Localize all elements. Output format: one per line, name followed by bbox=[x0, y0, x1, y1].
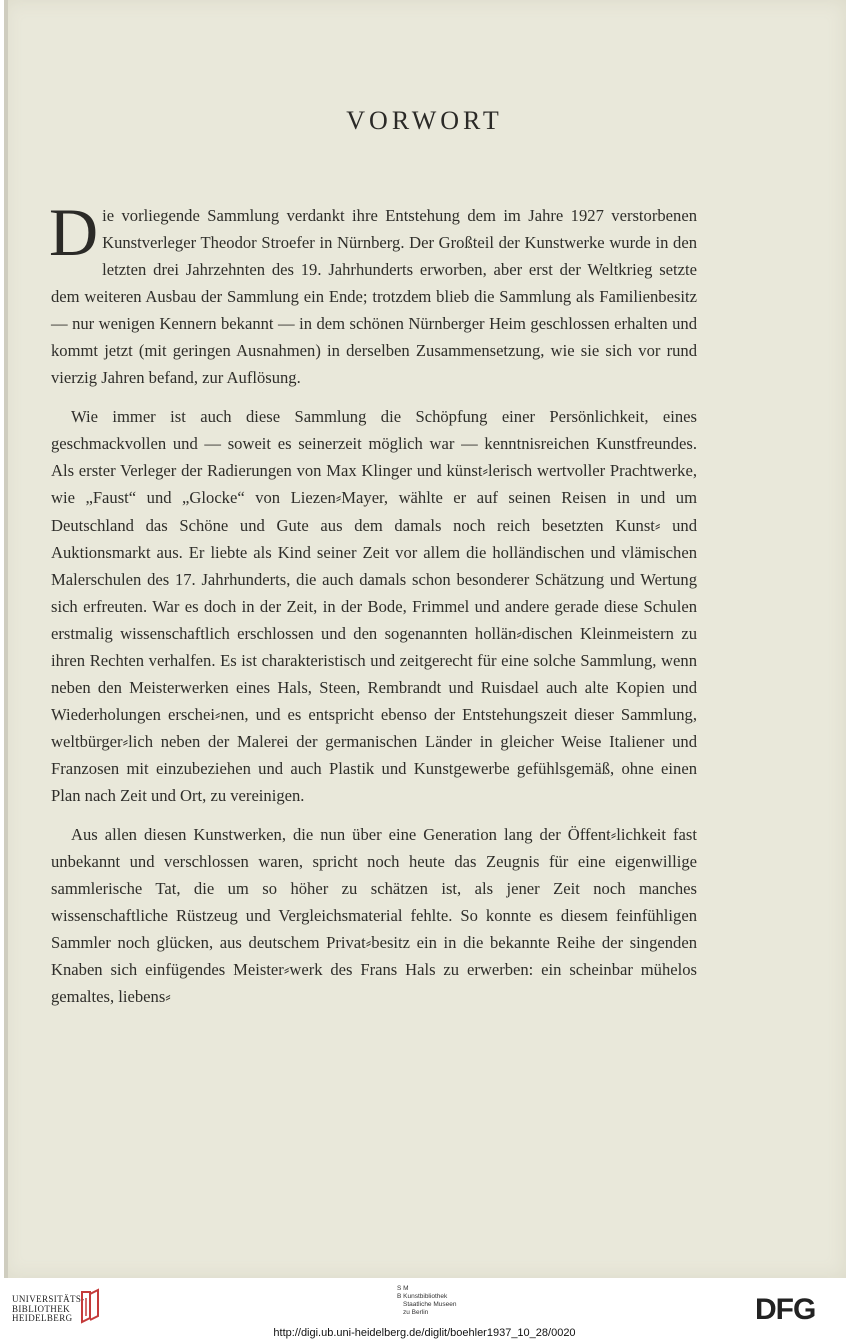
sm-line-4: zu Berlin bbox=[403, 1309, 429, 1316]
paragraph-1 bbox=[49, 194, 697, 391]
body-text bbox=[49, 194, 697, 1022]
page-edge bbox=[4, 0, 8, 1278]
dfg-logo[interactable]: DFG bbox=[755, 1293, 816, 1326]
drop-cap: D bbox=[49, 194, 99, 270]
viewer-footer bbox=[0, 1278, 849, 1341]
source-url[interactable]: http://digi.ub.uni-heidelberg.de/diglit/boehler1937_10_28/0020 bbox=[273, 1327, 576, 1339]
smb-kunstbibliothek-logo[interactable] bbox=[397, 1285, 456, 1317]
sm-line-2: B Kunstbibliothek bbox=[397, 1293, 448, 1300]
paragraph-1-text: ie vorliegende Sammlung verdankt ihre Entstehung dem im Jahre 1927 verstorbenen Kunstverleger Theodor Stroefer in Nürnberg. Der Großteil der Kunstwerke wurde in den letzten drei Jahrzehnten des 19. Jahrhunderts erworben, aber erst der Weltkrieg setzte dem weiteren Ausbau der Sammlung ein Ende; trotzdem blieb die Sammlung als Familienbesitz — nur wenigen Kennern bekannt — in dem schönen Nürnberger Heim geschlossen erhalten und kommt jetzt (mit geringen Ausnahmen) in derselben Zusammensetzung, wie sie sich vor rund vierzig Jahren befand, zur Auflösung. bbox=[51, 206, 697, 388]
paragraph-3: Aus allen diesen Kunstwerken, die nun über eine Generation lang der Öffent⸗lichkeit fast unbekannt und verschlossen waren, spricht noch heute das Zeugnis für eine eigenwillige sammlerische Tat, die um so höher zu schätzen ist, als jener Zeit noch manches wissenschaftliche Rüstzeug und Vergleichsmaterial fehlte. So konnte es diesem feinfühligen Sammler noch glücken, aus deutschem Privat⸗besitz ein in die bekannte Reihe der singenden Knaben sich einfügendes Meister⸗werk des Frans Hals zu erwerben: ein scheinbar mühelos gemaltes, liebens⸗ bbox=[51, 825, 697, 1007]
page-title: VORWORT bbox=[346, 106, 503, 135]
paragraph-2: Wie immer ist auch diese Sammlung die Schöpfung einer Persönlichkeit, eines geschmackvollen und — soweit es seinerzeit möglich war — kenntnisreichen Kunstfreundes. Als erster Verleger der Radierungen von Max Klinger und künst⸗lerisch wertvoller Prachtwerke, wie „Faust“ und „Glocke“ von Liezen⸗Mayer, wählte er auf seinen Reisen in und um Deutschland das Schöne und Gute aus dem damals noch reich besetzten Kunst⸗ und Auktionsmarkt aus. Er liebte als Kind seiner Zeit vor allem die holländischen und vlämischen Malerschulen des 17. Jahrhunderts, die auch damals schon besonderer Schätzung und Wertung sich erfreuten. War es doch in der Zeit, in der Bode, Frimmel und andere gerade diese Schulen erstmalig wissenschaftlich erschlossen und den sogenannten hollän⸗dischen Kleinmeistern zu ihren Rechten verhalfen. Es ist charakteristisch und zeitgerecht für eine solche Sammlung, wenn neben den Meisterwerken eines Hals, Steen, Rembrandt und Ruisdael auch alte Kopien und Wiederholungen erschei⸗nen, und es entspricht ebenso der Entstehungszeit dieser Sammlung, weltbürger⸗lich neben der Malerei der germanischen Länder in gleicher Weise Italiener und Franzosen mit einzubeziehen und auch Plastik und Kunstgewerbe gefühlsgemäß, ohne einen Plan nach Zeit und Ort, zu vereinigen. bbox=[51, 407, 697, 805]
sm-line-1: S M bbox=[397, 1285, 409, 1292]
library-line-3: HEIDELBERG bbox=[12, 1313, 73, 1323]
library-line-1: UNIVERSITÄTS- bbox=[12, 1294, 85, 1304]
library-name[interactable] bbox=[12, 1295, 85, 1324]
library-line-2: BIBLIOTHEK bbox=[12, 1303, 70, 1314]
sm-line-3: Staatliche Museen bbox=[403, 1301, 457, 1308]
library-logo-icon[interactable] bbox=[76, 1288, 102, 1324]
